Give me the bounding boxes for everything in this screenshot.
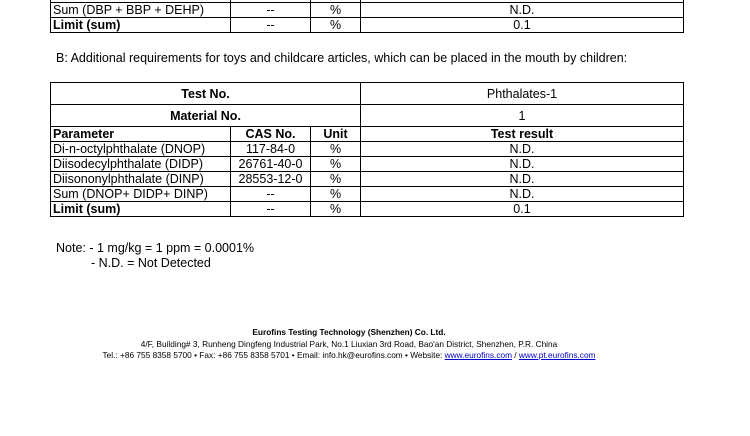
cas: -- (231, 3, 311, 18)
header-row (51, 127, 684, 142)
material-no-row (51, 105, 684, 127)
cas: -- (231, 18, 311, 33)
table-row (51, 142, 684, 157)
table-row (51, 3, 684, 18)
param: Sum (DNOP+ DIDP+ DINP) (51, 187, 231, 202)
website-link-pt-eurofins[interactable]: www.pt.eurofins.com (518, 350, 596, 360)
unit: % (311, 142, 361, 157)
table-b (50, 82, 684, 217)
unit: % (311, 187, 361, 202)
param: Diisononylphthalate (DINP) (51, 172, 231, 187)
unit: % (311, 202, 361, 217)
website-link-eurofins[interactable]: www.eurofins.com (444, 350, 512, 360)
test-no-label: Test No. (51, 83, 361, 105)
table-row (51, 202, 684, 217)
footer-address: 4/F, Building# 3, Runheng Dingfeng Industrial Park, No.1 Liuxian 3rd Road, Bao'an District, Shenzhen, P.R. China (140, 339, 558, 349)
header-unit: Unit (311, 127, 361, 142)
footer-contact (0, 350, 698, 361)
table-a (50, 0, 684, 33)
result: N.D. (361, 3, 684, 18)
cas: -- (231, 202, 311, 217)
cas: 28553-12-0 (231, 172, 311, 187)
table-row (51, 187, 684, 202)
material-no-value: 1 (361, 105, 684, 127)
material-no-label: Material No. (51, 105, 361, 127)
result: N.D. (361, 187, 684, 202)
table-row (51, 157, 684, 172)
param: Limit (sum) (51, 202, 231, 217)
param: Sum (DBP + BBP + DEHP) (51, 3, 231, 18)
contact-text: Tel.: +86 755 8358 5700 • Fax: +86 755 8358 5701 • Email: info.hk@eurofins.com • Website: (102, 350, 445, 360)
cas: -- (231, 187, 311, 202)
note-line-2: - N.D. = Not Detected (91, 256, 211, 270)
unit: % (311, 172, 361, 187)
header-parameter: Parameter (51, 127, 231, 142)
param: Di-n-octylphthalate (DNOP) (51, 142, 231, 157)
link-separator: / (512, 350, 519, 360)
test-no-row (51, 83, 684, 105)
section-b-heading: B: Additional requirements for toys and childcare articles, which can be placed in the mouth by children: (56, 51, 628, 65)
unit: % (311, 18, 361, 33)
result: 0.1 (361, 18, 684, 33)
result: 0.1 (361, 202, 684, 217)
header-cas: CAS No. (231, 127, 311, 142)
unit: % (311, 3, 361, 18)
param: Limit (sum) (51, 18, 231, 33)
test-no-value: Phthalates-1 (361, 83, 684, 105)
footer-company: Eurofins Testing Technology (Shenzhen) Co. Ltd. (252, 327, 446, 337)
cas: 26761-40-0 (231, 157, 311, 172)
note-line-1: Note: - 1 mg/kg = 1 ppm = 0.0001% (56, 241, 255, 255)
table-row (51, 172, 684, 187)
table-row (51, 18, 684, 33)
param: Diisodecylphthalate (DIDP) (51, 157, 231, 172)
cas: 117-84-0 (231, 142, 311, 157)
header-result: Test result (361, 127, 684, 142)
result: N.D. (361, 142, 684, 157)
result: N.D. (361, 157, 684, 172)
result: N.D. (361, 172, 684, 187)
unit: % (311, 157, 361, 172)
